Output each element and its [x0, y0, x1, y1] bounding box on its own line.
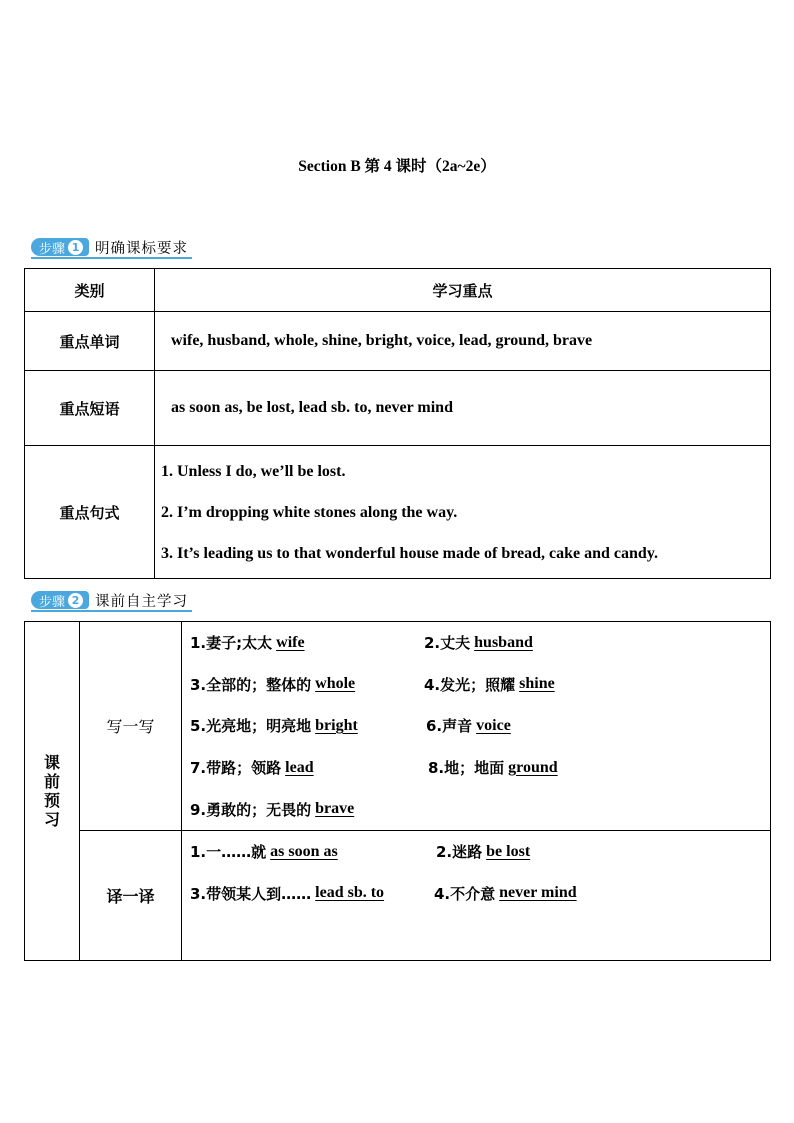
translate-answer: lead sb. to: [315, 884, 385, 902]
side-label: [25, 622, 80, 961]
translate-label: 译一译: [80, 830, 182, 960]
write-answer: husband: [474, 633, 533, 651]
write-answer: wife: [276, 633, 305, 651]
side-label-char: 课: [43, 752, 60, 772]
write-prompt: 6.声音: [426, 717, 473, 736]
side-label-char: 前: [43, 771, 60, 791]
write-answer: shine: [519, 675, 555, 693]
step-2-badge-label: 步骤: [39, 594, 66, 610]
translate-prompt: 3.带领某人到……: [190, 884, 312, 903]
row-content-sentences: [155, 446, 771, 579]
translate-prompt: 2.迷路: [436, 843, 483, 862]
list-item: [190, 622, 770, 664]
table-row: [25, 371, 771, 446]
step-2-badge: [31, 591, 89, 609]
row-label-phrases: 重点短语: [25, 371, 155, 446]
translate-prompt: 1.一……就: [190, 843, 267, 862]
table-row: [25, 446, 771, 579]
row-label-words: 重点单词: [25, 312, 155, 371]
table-header-row: [25, 269, 771, 312]
sentence-item: 3. It’s leading us to that wonderful house made of bread, cake and candy.: [161, 544, 658, 562]
translate-row: [25, 830, 771, 960]
step-1-title: 明确课标要求: [95, 240, 189, 257]
write-label: 写一写: [80, 622, 182, 831]
step-2-underline: [31, 610, 192, 612]
side-label-char: 习: [43, 809, 60, 829]
learning-focus-table: [24, 268, 771, 579]
preview-table: [24, 621, 771, 961]
write-row: [25, 622, 771, 831]
step-1-number: 1: [68, 240, 83, 255]
table-row: [25, 312, 771, 371]
list-item: [190, 831, 770, 873]
translate-prompt: 4.不介意: [434, 884, 496, 903]
write-answer: bright: [315, 716, 358, 734]
translate-answer: never mind: [499, 884, 577, 902]
write-prompt: 8.地；地面: [428, 759, 505, 778]
step-1-badge: [31, 238, 89, 256]
write-answer: lead: [285, 758, 314, 776]
write-answer: whole: [315, 675, 356, 693]
side-label-char: 预: [43, 790, 60, 810]
page-title: Section B 第 4 课时（2a~2e）: [298, 158, 496, 175]
write-prompt: 2.丈夫: [424, 634, 471, 653]
step-2-title: 课前自主学习: [95, 593, 189, 610]
write-prompt: 5.光亮地；明亮地: [190, 717, 312, 736]
translate-answer: be lost: [486, 842, 531, 860]
sentence-item: 1. Unless I do, we’ll be lost.: [161, 462, 346, 480]
write-prompt: 3.全部的；整体的: [190, 675, 312, 694]
list-item: [190, 747, 770, 789]
write-items: [182, 622, 771, 831]
write-answer: brave: [315, 800, 355, 818]
step-2-heading: [31, 590, 188, 610]
row-content-words: wife, husband, whole, shine, bright, voice, lead, ground, brave: [155, 312, 771, 371]
step-1-underline: [31, 257, 192, 259]
header-category: 类别: [25, 269, 155, 312]
row-label-sentences: 重点句式: [25, 446, 155, 579]
header-focus: 学习重点: [155, 269, 771, 312]
list-item: [190, 705, 770, 747]
list-item: [190, 664, 770, 706]
write-prompt: 1.妻子;太太: [190, 634, 273, 653]
translate-answer: as soon as: [270, 842, 338, 860]
row-content-phrases: as soon as, be lost, lead sb. to, never mind: [155, 371, 771, 446]
write-answer: ground: [508, 758, 558, 776]
write-prompt: 7.带路；领路: [190, 759, 282, 778]
step-1-badge-label: 步骤: [39, 241, 66, 257]
list-item: [190, 788, 770, 830]
write-prompt: 4.发光；照耀: [424, 675, 516, 694]
step-1-heading: [31, 237, 188, 257]
translate-items: [182, 830, 771, 960]
step-2-number: 2: [68, 593, 83, 608]
list-item: [190, 873, 770, 915]
write-prompt: 9.勇敢的；无畏的: [190, 800, 312, 819]
write-answer: voice: [476, 716, 511, 734]
sentence-item: 2. I’m dropping white stones along the way.: [161, 503, 458, 521]
